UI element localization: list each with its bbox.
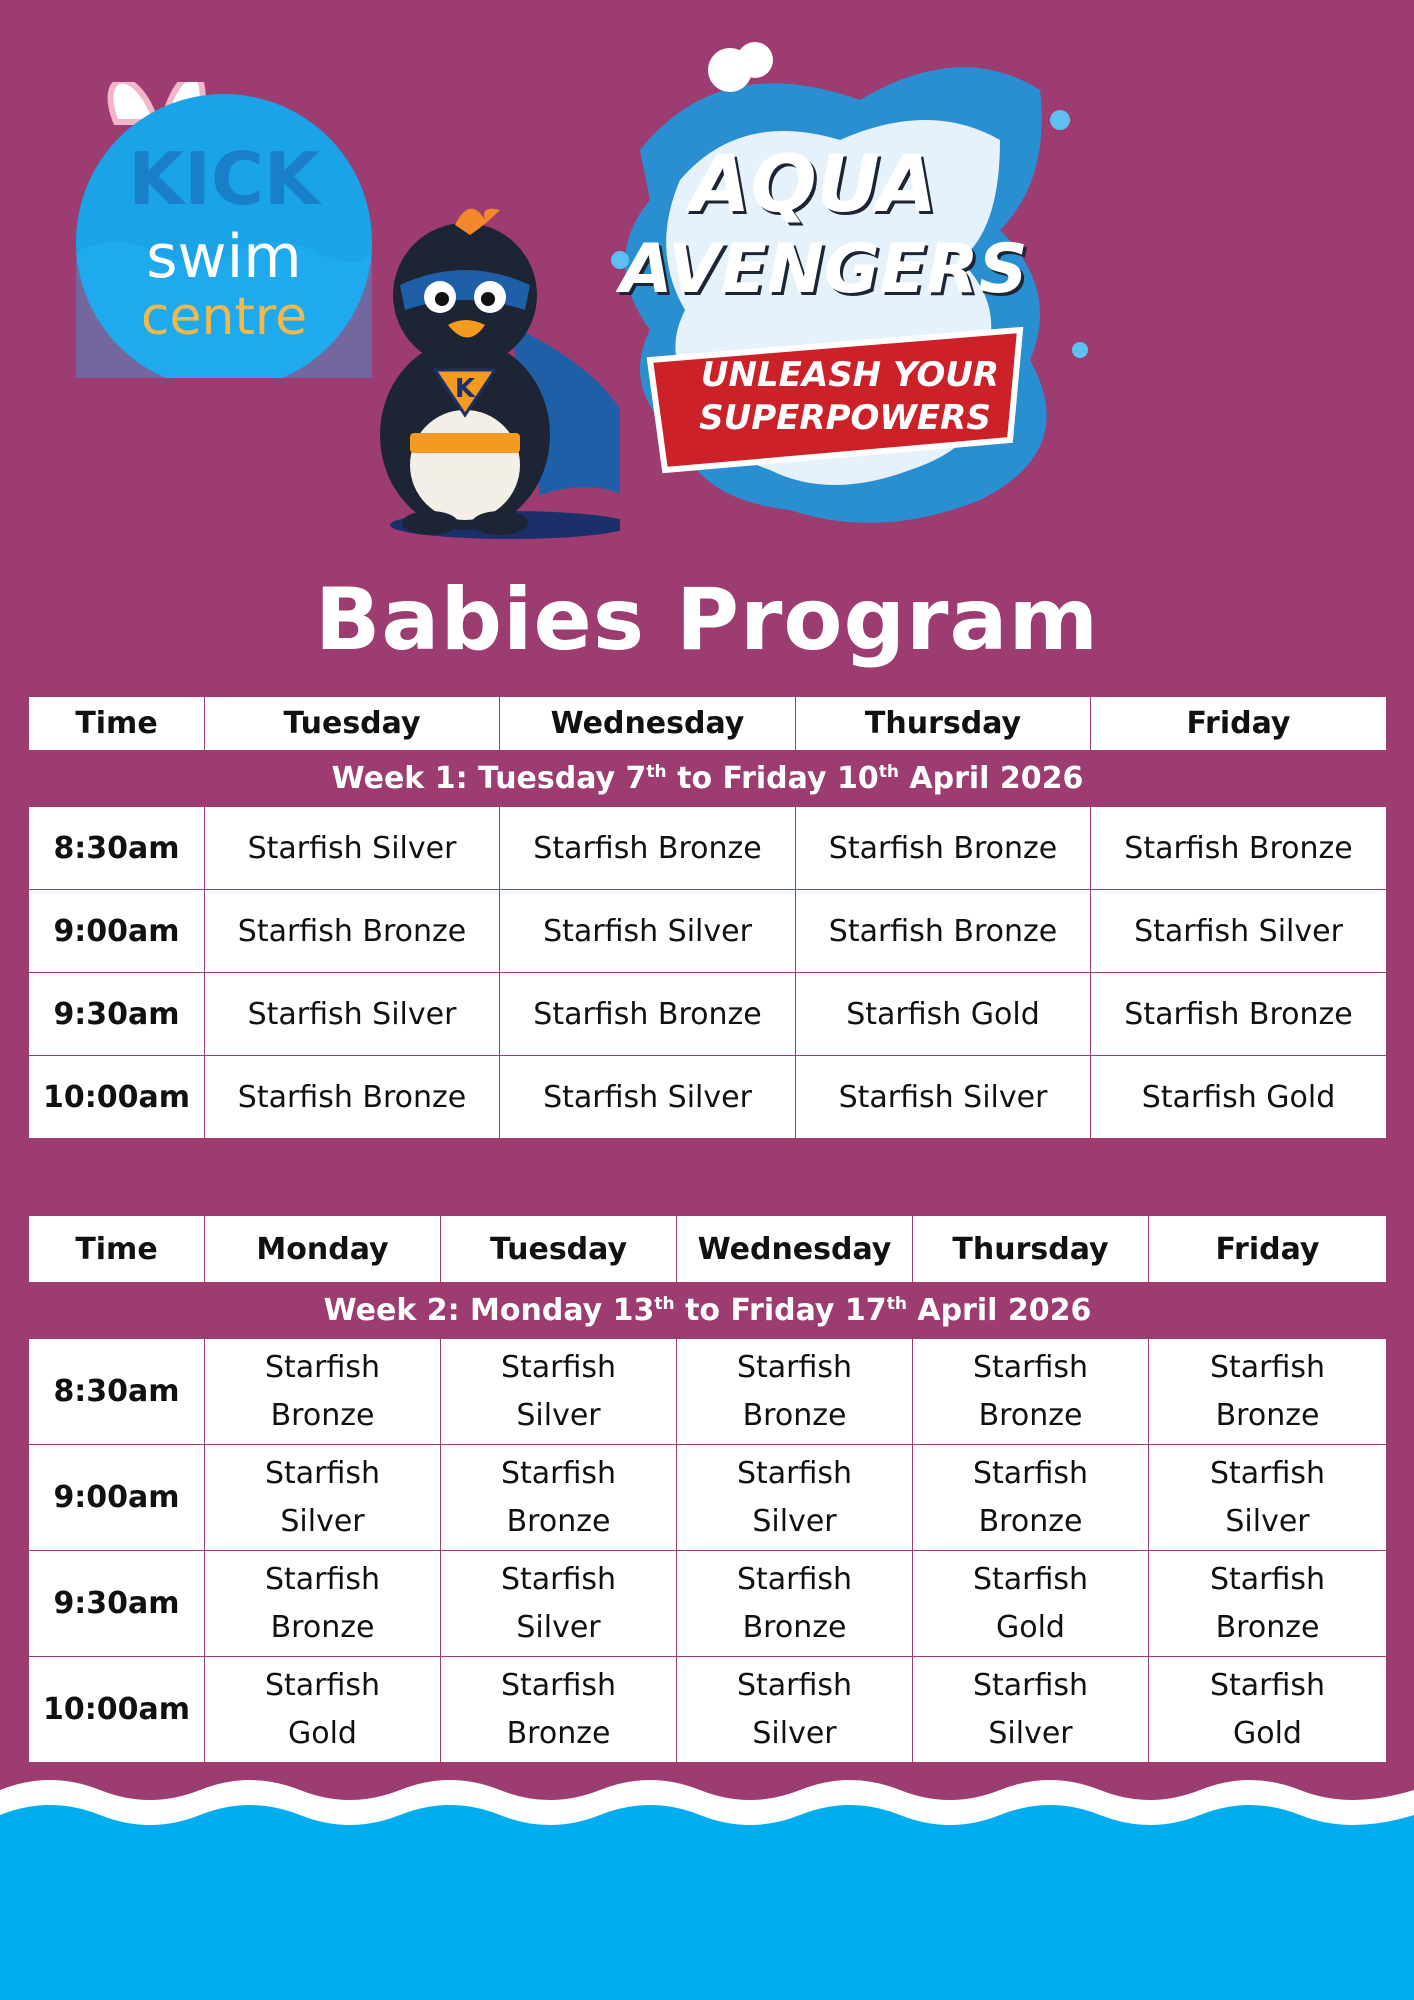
time-cell: 8:30am [29,1339,205,1445]
class-cell: Starfish Silver [205,807,500,890]
week2-header-row [29,1216,1387,1283]
class-cell: Starfish Bronze [1091,807,1387,890]
class-cell: Starfish Silver [500,1056,796,1139]
time-cell: 9:30am [29,1551,205,1657]
table-row [29,807,1387,890]
class-cell: Starfish Bronze [205,1056,500,1139]
logo-swim-text: swim [146,222,302,292]
hero-title-line2: AVENGERS [620,230,1028,309]
hero-tagline-line1: UNLEASH YOUR [700,355,1000,395]
column-header: Wednesday [677,1216,913,1283]
kick-swim-centre-logo [76,82,372,378]
table-row [29,890,1387,973]
class-cell: Starfish Silver [677,1445,913,1551]
table-row [29,973,1387,1056]
column-header: Tuesday [205,697,500,751]
column-header: Friday [1149,1216,1387,1283]
time-cell: 9:00am [29,1445,205,1551]
table-row [29,1657,1387,1763]
class-cell: Starfish Bronze [441,1445,677,1551]
time-cell: 9:30am [29,973,205,1056]
mascot-badge-letter: K [454,374,476,404]
hero-tagline-line2: SUPERPOWERS [699,398,991,438]
week1-label: Week 1: Tuesday 7th to Friday 10th April 2026 [29,751,1387,807]
class-cell: Starfish Bronze [677,1339,913,1445]
class-cell: Starfish Silver [205,973,500,1056]
column-header: Friday [1091,697,1387,751]
column-header: Thursday [913,1216,1149,1283]
class-cell: Starfish Silver [1149,1445,1387,1551]
column-header: Thursday [796,697,1091,751]
class-cell: Starfish Silver [441,1339,677,1445]
table-row [29,1551,1387,1657]
table-row [29,1445,1387,1551]
week1-schedule-table [28,696,1387,1139]
aqua-avengers-logo [580,30,1100,550]
class-cell: Starfish Bronze [913,1339,1149,1445]
class-cell: Starfish Gold [205,1657,441,1763]
class-cell: Starfish Bronze [1149,1551,1387,1657]
week2-label: Week 2: Monday 13th to Friday 17th April 2026 [29,1283,1387,1339]
class-cell: Starfish Gold [796,973,1091,1056]
table-row [29,1339,1387,1445]
page-title: Babies Program [314,570,1100,670]
hero-title-line1: AQUA [690,140,937,230]
logo-kick-text: KICK [128,137,320,221]
class-cell: Starfish Gold [913,1551,1149,1657]
class-cell: Starfish Bronze [913,1445,1149,1551]
class-cell: Starfish Bronze [1149,1339,1387,1445]
class-cell: Starfish Bronze [205,1339,441,1445]
time-cell: 10:00am [29,1056,205,1139]
column-header: Time [29,697,205,751]
time-cell: 9:00am [29,890,205,973]
time-cell: 8:30am [29,807,205,890]
class-cell: Starfish Silver [441,1551,677,1657]
class-cell: Starfish Silver [205,1445,441,1551]
class-cell: Starfish Bronze [1091,973,1387,1056]
class-cell: Starfish Silver [500,890,796,973]
week1-header-row [29,697,1387,751]
class-cell: Starfish Bronze [205,1551,441,1657]
class-cell: Starfish Bronze [441,1657,677,1763]
class-cell: Starfish Silver [1091,890,1387,973]
class-cell: Starfish Gold [1091,1056,1387,1139]
column-header: Monday [205,1216,441,1283]
class-cell: Starfish Bronze [500,807,796,890]
class-cell: Starfish Bronze [796,890,1091,973]
logo-centre-text: centre [140,287,308,347]
time-cell: 10:00am [29,1657,205,1763]
column-header: Time [29,1216,205,1283]
column-header: Tuesday [441,1216,677,1283]
week1-label-row [29,751,1387,807]
class-cell: Starfish Bronze [796,807,1091,890]
class-cell: Starfish Silver [913,1657,1149,1763]
week2-label-row [29,1283,1387,1339]
class-cell: Starfish Bronze [677,1551,913,1657]
class-cell: Starfish Bronze [500,973,796,1056]
class-cell: Starfish Bronze [205,890,500,973]
column-header: Wednesday [500,697,796,751]
class-cell: Starfish Silver [796,1056,1091,1139]
water-wave-footer [0,1770,1414,2000]
table-row [29,1056,1387,1139]
class-cell: Starfish Silver [677,1657,913,1763]
class-cell: Starfish Gold [1149,1657,1387,1763]
week2-schedule-table [28,1215,1387,1763]
